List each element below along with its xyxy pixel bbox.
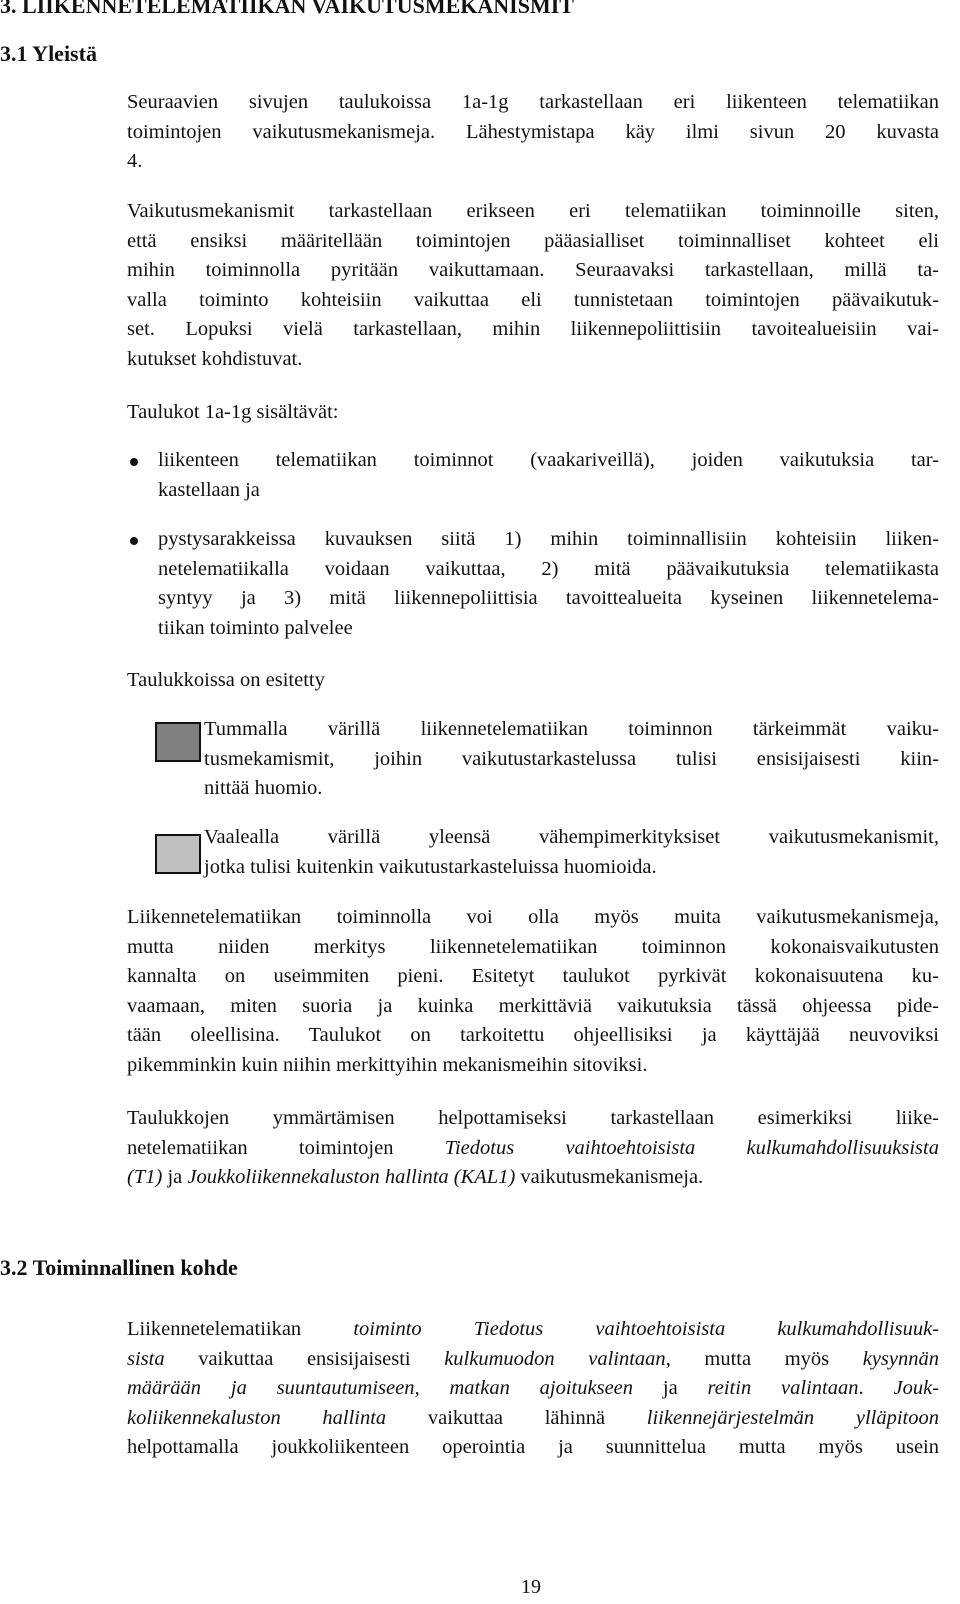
bullet-dot (130, 537, 138, 545)
text-line: netelematiikan toimintojen Tiedotus vaihtoehtoisista kulkumahdollisuuksista (127, 1136, 939, 1159)
paragraph-mechanisms (127, 197, 939, 374)
paragraph-other-mechanisms (127, 903, 939, 1080)
text-line: Vaalealla värillä yleensä vähempimerkityksiset vaikutusmekanismit, (204, 826, 939, 848)
text-line: helpottamalla joukkoliikenteen operointia ja suunnittelua mutta myös usein (127, 1436, 939, 1458)
text-line: mihin toiminnolla pyritään vaikuttamaan. Seuraavaksi tarkastellaan, millä ta- (127, 259, 939, 281)
tables-lead: Taulukot 1a-1g sisältävät: (127, 401, 339, 423)
bullet-dot (130, 458, 138, 466)
text-line: liikenteen telematiikan toiminnot (vaakariveillä), joiden vaikutuksia tar- (158, 449, 939, 471)
text-line: tiikan toiminto palvelee (158, 616, 353, 639)
light-swatch (155, 834, 201, 874)
bullet-item-2 (158, 525, 939, 643)
text-line: Vaikutusmekanismit tarkastellaan erikseen eri telematiikan toiminnoille siten, (127, 200, 939, 222)
text-line: Liikennetelematiikan toiminto Tiedotus vaihtoehtoisista kulkumahdollisuuk- (127, 1318, 940, 1340)
text-line: (T1) ja Joukkoliikennekaluston hallinta (KAL1) vaikutusmekanismeja. (127, 1166, 704, 1188)
text-line: pikemminkin kuin niihin merkittyihin mekanismeihin sitoviksi. (127, 1053, 648, 1076)
text-line: tusmekamismit, joihin vaikutustarkastelussa tulisi ensisijaisesti kiin- (204, 747, 939, 770)
chapter-heading: 3. LIIKENNETELEMATIIKAN VAIKUTUSMEKANISMIT (0, 0, 574, 18)
legend-item-light (204, 823, 939, 882)
section-heading-yleista: 3.1 Yleistä (0, 41, 97, 66)
section-heading-toiminnallinen-kohde: 3.2 Toiminnallinen kohde (0, 1255, 238, 1280)
text-line: netelematiikalla voidaan vaikuttaa, 2) mitä päävaikutuksia telematiikasta (158, 557, 939, 580)
text-line: Liikennetelematiikan toiminnolla voi olla myös muita vaikutusmekanismeja, (127, 906, 939, 928)
text-line: pystysarakkeissa kuvauksen siitä 1) mihin toiminnallisiin kohteisiin liiken- (158, 528, 939, 550)
text-line: set. Lopuksi vielä tarkastellaan, mihin liikennepoliittisiin tavoitealueisiin vai- (127, 318, 939, 340)
text-line: että ensiksi määritellään toimintojen pääasialliset toiminnalliset kohteet eli (127, 229, 939, 252)
text-line: Taulukkojen ymmärtämisen helpottamiseksi tarkastellaan esimerkiksi liike- (127, 1107, 939, 1129)
text-line: jotka tulisi kuitenkin vaikutustarkasteluissa huomioida. (204, 855, 657, 878)
text-line: koliikennekaluston hallinta vaikuttaa lähinnä liikennejärjestelmän ylläpitoon (127, 1406, 939, 1429)
dark-swatch (155, 722, 201, 762)
text-line: tään oleellisina. Taulukot on tarkoitettu ohjeellisiksi ja käyttäjää neuvoviksi (127, 1024, 939, 1046)
bullet-item-1 (158, 446, 939, 505)
text-line: toimintojen vaikutusmekanismeja. Lähestymistapa käy ilmi sivun 20 kuvasta (127, 120, 939, 143)
text-line: sista vaikuttaa ensisijaisesti kulkumuodon valintaan, mutta myös kysynnän (127, 1347, 940, 1370)
paragraph-examples (127, 1104, 939, 1193)
text-line: kutukset kohdistuvat. (127, 347, 303, 370)
legend-lead: Taulukkoissa on esitetty (127, 669, 325, 691)
paragraph-functional-target (127, 1315, 939, 1463)
text-line: Tummalla värillä liikennetelematiikan toiminnon tärkeimmät vaiku- (204, 718, 939, 740)
text-line: nittää huomio. (204, 777, 323, 799)
text-line: määrään ja suuntautumiseen, matkan ajoitukseen ja reitin valintaan. Jouk- (127, 1377, 940, 1399)
text-line: mutta niiden merkitys liikennetelematiikan toiminnon kokonaisvaikutusten (127, 935, 939, 958)
text-line: kannalta on useimmiten pieni. Esitetyt taulukot pyrkivät kokonaisuutena ku- (127, 965, 939, 987)
text-line: 4. (127, 150, 143, 172)
legend-item-dark (204, 715, 939, 804)
page-number: 19 (521, 1576, 541, 1598)
paragraph-intro (127, 88, 939, 177)
text-line: Seuraavien sivujen taulukoissa 1a-1g tarkastellaan eri liikenteen telematiikan (127, 91, 939, 113)
text-line: kastellaan ja (158, 478, 260, 501)
text-line: syntyy ja 3) mitä liikennepoliittisia tavoittealueita kyseinen liikennetelema- (158, 587, 939, 609)
text-line: vaamaan, miten suoria ja kuinka merkittäviä vaikutuksia tässä ohjeessa pide- (127, 994, 939, 1017)
text-line: valla toiminto kohteisiin vaikuttaa eli tunnistetaan toimintojen päävaikutuk- (127, 288, 939, 311)
